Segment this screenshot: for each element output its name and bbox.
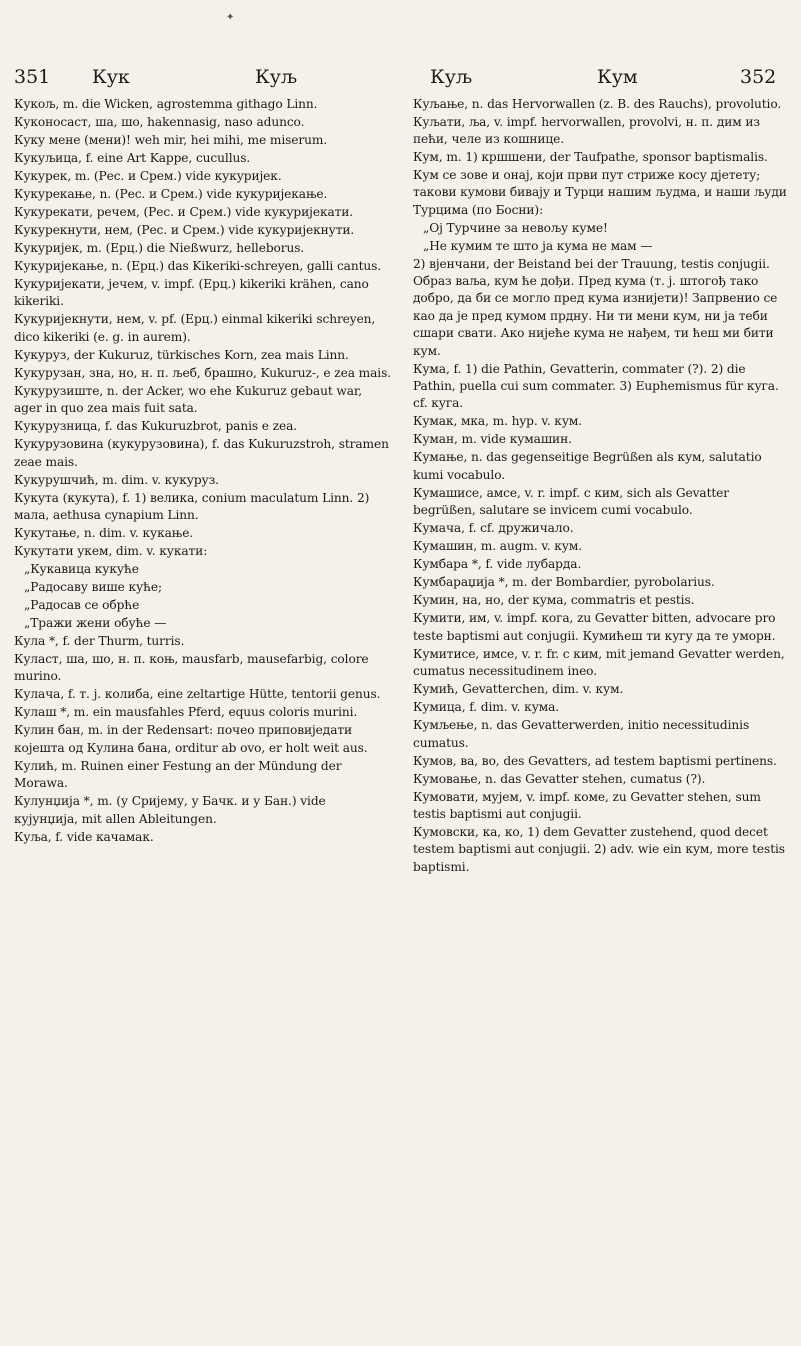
- dictionary-entry: Кумак, мка, m. hyp. v. кум.: [413, 414, 583, 429]
- dictionary-entry: Кукурушчић, m. dim. v. кукуруз.: [14, 472, 219, 487]
- dictionary-entry: Кукурузан, зна, но, н. п. љеб, брашно, Kukuruz-, e zea mais.: [14, 365, 391, 380]
- dictionary-entry: Кумашин, m. augm. v. кум.: [413, 539, 583, 554]
- dictionary-entry: Кумица, f. dim. v. кума.: [413, 700, 560, 715]
- dictionary-entry: Кукутати укем, dim. v. кукати:: [14, 544, 208, 559]
- right-page-number: 352: [740, 66, 777, 88]
- dictionary-entry: Кукурузовина (кукурузовина), f. das Kukuruzstroh, stramen zeae mais.: [14, 437, 389, 469]
- dictionary-entry: Куљати, љa, v. impf. hervorwallen, provolvi, н. п. дим из пећи, челе из кошнице.: [413, 115, 760, 147]
- verse-line: „Радосаву више куће;: [24, 580, 162, 595]
- dictionary-entry: Кукуријекати, јечем, v. impf. (Ерц.) kikeriki krähen, cano kikeriki.: [14, 277, 369, 309]
- dictionary-entry: Кукурекање, n. (Рес. и Срем.) vide кукуријекање.: [14, 187, 328, 201]
- ornament-mark: ✦: [226, 12, 235, 23]
- dictionary-entry: Кукољ, m. die Wicken, agrostemma githago Linn.: [14, 97, 318, 111]
- dictionary-entry: Кула *, f. der Thurm, turris.: [14, 634, 185, 649]
- dictionary-entry: Кума, f. 1) die Pathin, Gevatterin, commater (?). 2) die Pathin, puella cui sum commater. 3) Euphemismus für куга. cf. куга.: [413, 361, 779, 411]
- verse-line: „Ој Турчине за невољу куме!: [423, 220, 608, 235]
- dictionary-entry: Куласт, ша, шо, н. п. коњ, mausfarb, mausefarbig, colore murino.: [14, 652, 369, 684]
- dictionary-entry: Кукурузиште, n. der Acker, wo ehe Kukuruz gebaut war, ager in quo zea mais fuit sata.: [14, 383, 363, 416]
- dictionary-entry: Кумитисе, имсе, v. r. fr. с ким, mit jemand Gevatter werden, cumatus necessitudinem ineo.: [413, 646, 785, 679]
- left-guide-word-last: Куљ: [255, 66, 297, 88]
- dictionary-entry: 2) вјенчани, der Beistand bei der Trauung, testis conjugii. Образ ваља, кум ће дођи. Пред кума (т. ј. штогођ тако добро, да би се могло пред кума изнијети)! Запрвенио се као да је пред кумом прдну. Ни ти мени кум, ни ја теби сшари свати. Ако нијеће кума не нађем, ти ћеш ми бити кум.: [413, 256, 778, 358]
- dictionary-entry: Кукуријекање, n. (Ерц.) das Kikeriki-schreyen, galli cantus.: [14, 259, 382, 273]
- verse-line: „Кукавица кукуће: [24, 562, 139, 577]
- dictionary-entry: Куку мене (мени)! weh mir, hei mihi, me miserum.: [14, 133, 328, 147]
- dictionary-entry: Кукуријек, m. (Ерц.) die Nießwurz, helleborus.: [14, 241, 305, 255]
- dictionary-entry: Кукута (кукута), f. 1) велика, conium maculatum Linn. 2) мала, aethusa cynapium Linn.: [14, 490, 370, 523]
- left-guide-word-first: Кук: [92, 66, 130, 88]
- dictionary-entry: Кумача, f. cf. дружичало.: [413, 521, 574, 536]
- dictionary-entry: Кумљење, n. das Gevatterwerden, initio necessitudinis cumatus.: [413, 718, 750, 750]
- dictionary-entry: Кукуријекнути, нем, v. pf. (Ерц.) einmal kikeriki schreyen, dico kikeriki (e. g. in aurem).: [14, 312, 376, 344]
- right-column: [413, 96, 791, 877]
- dictionary-entry: Кукуруз, der Kukuruz, türkisches Korn, zea mais Linn.: [14, 347, 349, 362]
- dictionary-entry: Кулунџија *, m. (у Сријему, у Бачк. и у Бан.) vide кујунџија, mit allen Ableitungen.: [14, 794, 326, 826]
- dictionary-entry: Кукурек, m. (Рес. и Срем.) vide кукуријек.: [14, 169, 282, 183]
- dictionary-entry: Куља, f. vide качамак.: [14, 829, 154, 844]
- dictionary-entry: Куман, m. vide кумашин.: [413, 432, 572, 447]
- left-column: [14, 96, 392, 847]
- dictionary-entry: Кукурузница, f. das Kukuruzbrot, panis e zea.: [14, 419, 298, 434]
- left-page-number: 351: [14, 66, 51, 88]
- right-guide-word-last: Кум: [597, 66, 638, 88]
- running-header: [0, 0, 801, 100]
- dictionary-entry: Кумов, ва, во, des Gevatters, ad testem baptismi pertinens.: [413, 753, 777, 768]
- dictionary-entry: Кукурекати, речем, (Рес. и Срем.) vide кукуријекати.: [14, 205, 354, 219]
- dictionary-entry: Кумин, на, но, der кума, commatris et pestis.: [413, 593, 695, 608]
- dictionary-entry: Кулић, m. Ruinen einer Festung an der Mündung der Morawa.: [14, 758, 342, 791]
- dictionary-entry: Кумовски, ка, ко, 1) dem Gevatter zustehend, quod decet testem baptismi aut conjugii. 2) adv. wie ein кум, more testis baptismi.: [413, 824, 785, 874]
- dictionary-entry: Кумање, n. das gegenseitige Begrüßen als кум, salutatio kumi vocabulo.: [413, 450, 762, 482]
- dictionary-entry: Кукуљица, f. eine Art Kappe, cucullus.: [14, 151, 251, 165]
- verse-line: „Не кумим те што ја кума не мам —: [423, 238, 653, 253]
- dictionary-entry: Куконосаст, ша, шо, hakennasig, naso adunco.: [14, 115, 305, 129]
- dictionary-entry: Куљање, n. das Hervorwallen (z. B. des Rauchs), provolutio.: [413, 97, 782, 111]
- dictionary-entry: Кумити, им, v. impf. кога, zu Gevatter bitten, advocare pro teste baptismi aut conjugii. Кумићеш ти кугу да те уморн.: [413, 611, 776, 643]
- dictionary-entry: Кулаш *, m. ein mausfahles Pferd, equus coloris murini.: [14, 705, 358, 720]
- verse-line: „Радосав се обрће: [24, 598, 140, 613]
- dictionary-entry: Кукутање, n. dim. v. кукање.: [14, 526, 194, 541]
- dictionary-entry: Кум, m. 1) кршшени, der Taufpathe, sponsor baptismalis. Кум се зове и онај, који први пут стриже косу дјетету; такови кумови бивају и Турци нашим људма, и наши људи Турцима (по Босни):: [413, 150, 787, 217]
- dictionary-entry: Кумашисе, амсе, v. r. impf. с ким, sich als Gevatter begrüßen, salutare se invicem cumi vocabulo.: [413, 485, 730, 518]
- dictionary-entry: Кумбараџија *, m. der Bombardier, pyrobolarius.: [413, 575, 715, 590]
- dictionary-entry: Кумић, Gevatterchen, dim. v. кум.: [413, 682, 624, 697]
- dictionary-entry: Кулин бан, m. in der Redensart: почео приповиједати којешта од Кулина бана, orditur ab ovo, er holt weit aus.: [14, 723, 368, 755]
- dictionary-entry: Кулача, f. т. ј. колиба, eine zeltartige Hütte, tentorii genus.: [14, 687, 381, 702]
- dictionary-entry: Кумовање, n. das Gevatter stehen, cumatus (?).: [413, 771, 706, 786]
- right-guide-word-first: Куљ: [430, 66, 472, 88]
- dictionary-entry: Кумовати, мујем, v. impf. коме, zu Gevatter stehen, sum testis baptismi aut conjugii.: [413, 789, 761, 821]
- dictionary-entry: Кумбара *, f. vide лубарда.: [413, 557, 582, 572]
- dictionary-entry: Кукурекнути, нем, (Рес. и Срем.) vide кукуријекнути.: [14, 223, 355, 237]
- verse-line: „Тражи жени обуће —: [24, 616, 167, 631]
